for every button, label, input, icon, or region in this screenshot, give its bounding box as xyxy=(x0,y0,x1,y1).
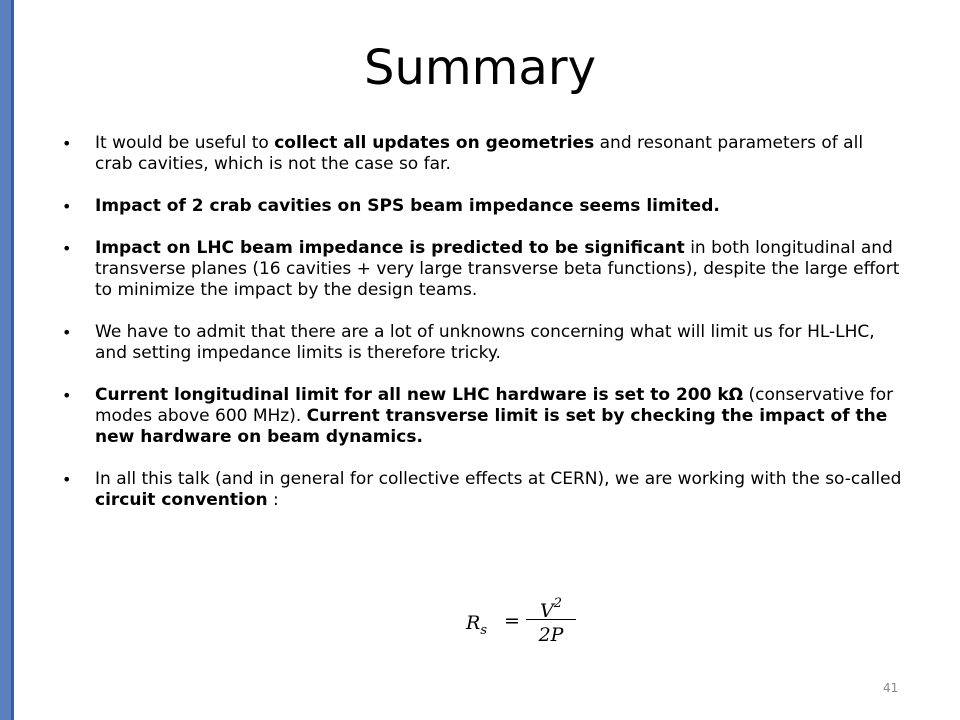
slide-left-accent-bar xyxy=(0,0,14,720)
formula-numerator-base: V xyxy=(539,600,554,622)
slide-title: Summary xyxy=(364,40,596,96)
formula-fraction xyxy=(526,590,576,649)
bullet-text-bold: Current longitudinal limit for all new LHC hardware is set to 200 kΩ xyxy=(95,385,744,405)
formula-numerator xyxy=(526,590,576,622)
bullet-item xyxy=(62,469,902,511)
bullet-list xyxy=(62,133,902,532)
formula-lhs-base: R xyxy=(466,612,481,634)
bullet-item xyxy=(62,322,902,364)
formula-lhs xyxy=(466,612,487,638)
bullet-item xyxy=(62,238,902,301)
bullet-text: : xyxy=(267,490,279,510)
bullet-text: in both longitudinal and transverse planes (16 cavities + very large transverse beta functions), despite the large effort to minimize the impact by the design teams. xyxy=(95,238,900,300)
formula-lhs-subscript: s xyxy=(480,622,487,638)
formula-numerator-exponent: 2 xyxy=(553,596,562,611)
bullet-text-bold: Impact on LHC beam impedance is predicted to be significant xyxy=(95,238,685,258)
bullet-text-bold: Current transverse limit is set by checking the impact of the new hardware on beam dynamics. xyxy=(95,406,888,447)
bullet-text: (conservative for modes above 600 MHz). xyxy=(95,385,894,426)
page-number: 41 xyxy=(883,681,899,695)
bullet-text: We have to admit that there are a lot of unknowns concerning what will limit us for HL-LHC, and setting impedance limits is therefore tricky. xyxy=(95,322,875,363)
bullet-dot: • xyxy=(62,323,72,342)
bullet-dot: • xyxy=(62,239,72,258)
formula-equals: = xyxy=(504,610,520,632)
bullet-dot: • xyxy=(62,197,72,216)
bullet-dot: • xyxy=(62,134,72,153)
bullet-text-bold: Impact of 2 crab cavities on SPS beam impedance seems limited. xyxy=(95,196,720,216)
bullet-item xyxy=(62,133,902,175)
bullet-text: and resonant parameters of all crab cavities, which is not the case so far. xyxy=(95,133,864,174)
bullet-dot: • xyxy=(62,470,72,489)
formula-denominator: 2P xyxy=(538,624,564,646)
bullet-text-bold: circuit convention xyxy=(95,490,268,510)
bullet-dot: • xyxy=(62,386,72,405)
bullet-text: It would be useful to xyxy=(95,133,275,153)
bullet-text: In all this talk (and in general for collective effects at CERN), we are working with the so-called xyxy=(95,469,902,489)
bullet-item xyxy=(62,196,902,217)
bullet-text-bold: collect all updates on geometries xyxy=(274,133,595,153)
bullet-item xyxy=(62,385,902,448)
